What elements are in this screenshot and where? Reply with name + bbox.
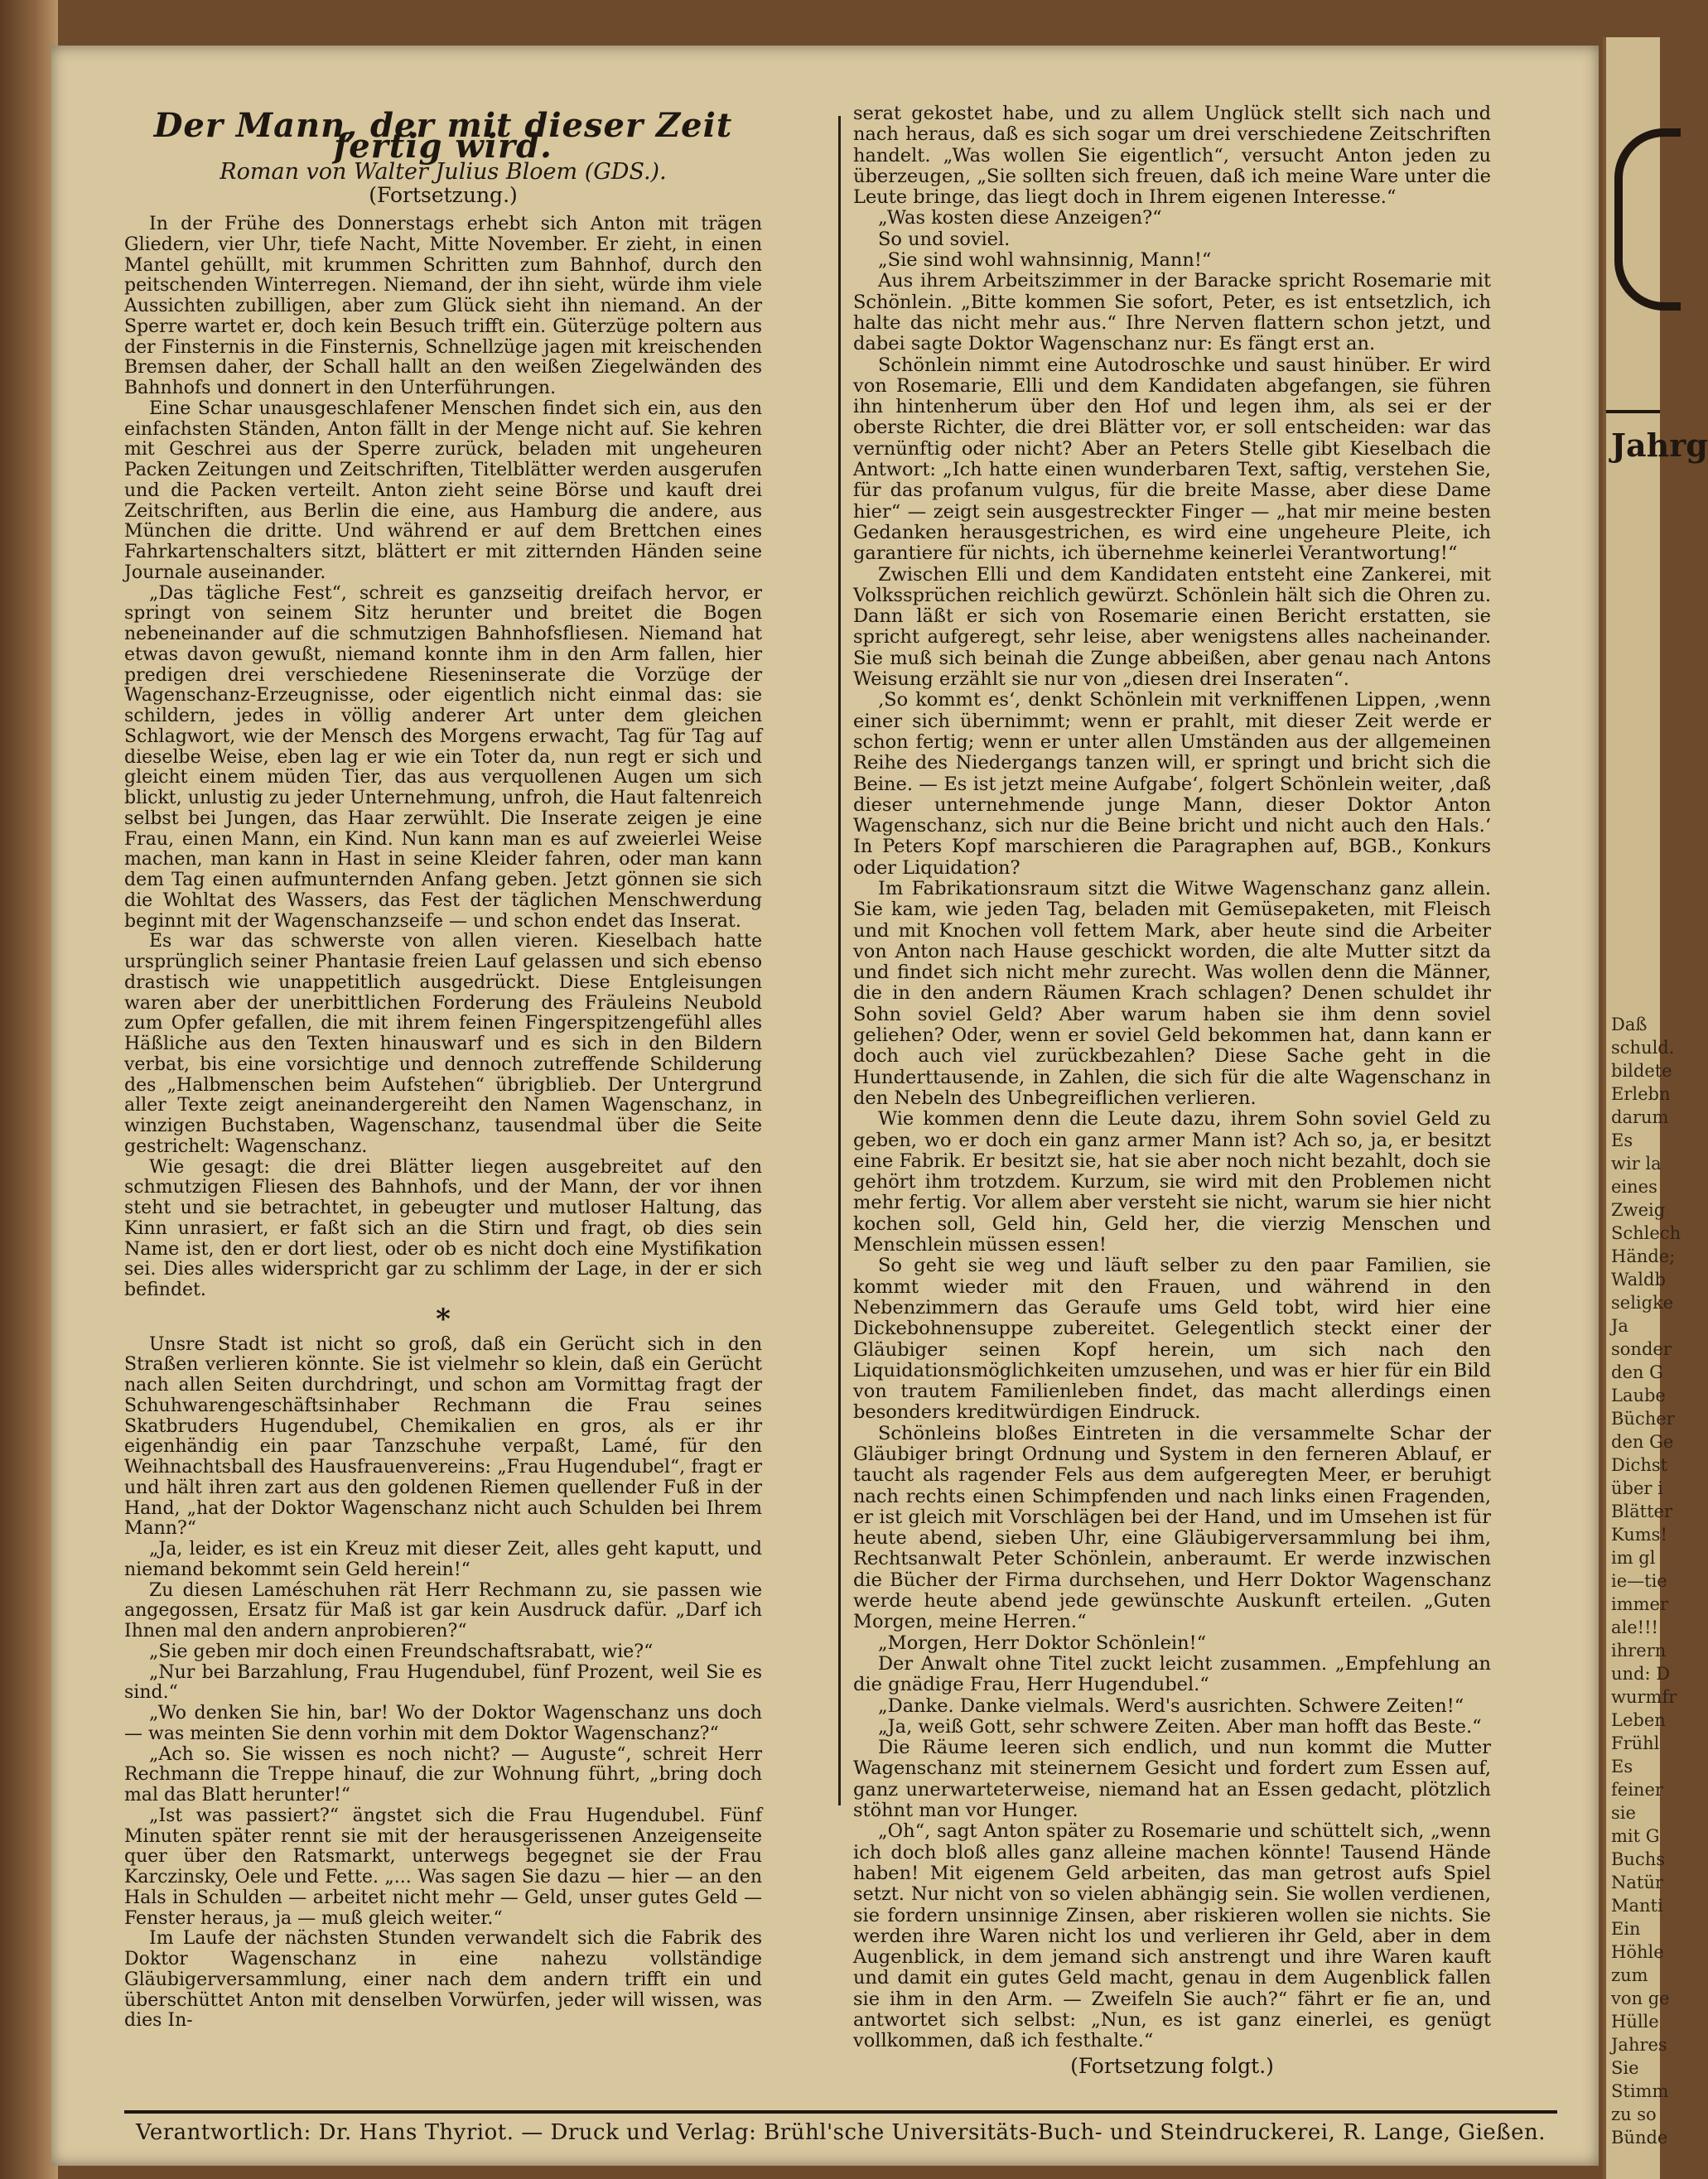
adjacent-text-fragment: Bünde bbox=[1611, 2128, 1668, 2148]
article-paragraph: Zu diesen Laméschuhen rät Herr Rechmann zu, sie passen wie angegossen, Ersatz für Maß ist gar kein Ausdruck dafür. „Darf ich Ihnen mal den andern anprobieren?“ bbox=[124, 1579, 762, 1641]
section-separator: * bbox=[436, 1302, 451, 1336]
adjacent-text-fragment: bildete bbox=[1611, 1061, 1672, 1081]
article-paragraph: „Wo denken Sie hin, bar! Wo der Doktor Wagenschanz uns doch — was meinten Sie denn vorhin mit dem Doktor Wagenschanz?“ bbox=[124, 1703, 762, 1744]
divider bbox=[124, 2110, 1557, 2114]
column-divider bbox=[838, 116, 841, 1805]
adjacent-text-fragment: Laube bbox=[1611, 1386, 1666, 1405]
adjacent-text-fragment: den Ge bbox=[1611, 1432, 1674, 1452]
adjacent-text-fragment: Hülle bbox=[1611, 2012, 1659, 2032]
adjacent-text-fragment: Buchs bbox=[1611, 1849, 1666, 1869]
article-paragraph: „Danke. Danke vielmals. Werd's ausrichten. Schwere Zeiten!“ bbox=[878, 1695, 1464, 1717]
paragraph-group bbox=[124, 1335, 762, 2032]
adjacent-text-fragment: wurmfr bbox=[1611, 1687, 1677, 1707]
adjacent-text-fragment: den G bbox=[1611, 1362, 1663, 1382]
adjacent-text-fragment: Zweig bbox=[1611, 1200, 1666, 1220]
adjacent-text-fragment: Dichst bbox=[1611, 1455, 1668, 1475]
article-paragraph: Unsre Stadt ist nicht so groß, daß ein Gerücht sich in den Straßen verlieren könnte. Sie ist vielmehr so klein, daß ein Gerücht nach allen Seiten durchdringt, und schon am Vormittag fragt der Schuhwarengeschäftsinhaber Rechmann die Frau seines Skatbruders Hugendubel, Chemikalien en gros, als er ihr eigenhändig ein paar Tanzschuhe verpaßt, Lamé, für den Weihnachtsball des Hausfrauenvereins: „Frau Hugendubel“, fragt er und hält ihren zart aus den goldenen Riemen quellender Fuß in der Hand, „hat der Doktor Wagenschanz nicht auch Schulden bei Ihrem Mann?“ bbox=[124, 1333, 762, 1540]
paragraph-group bbox=[124, 215, 762, 1301]
adjacent-text-fragment: Stimm bbox=[1611, 2081, 1669, 2101]
left-column bbox=[124, 106, 762, 2032]
adjacent-text-fragment: sonder bbox=[1611, 1339, 1672, 1359]
adjacent-text-fragment: Daß bbox=[1611, 1015, 1648, 1034]
adjacent-text-fragment: Natür bbox=[1611, 1873, 1663, 1892]
article-paragraph: Schönleins bloßes Eintreten in die versammelte Schar der Gläubiger bringt Ordnung und System in den ferneren Ablauf, er taucht als ragender Fels aus dem aufgeregten Meer, er beruhigt nach rechts einen Schimpfenden und nach links einen Fragenden, er ist gleich mit Vorschlägen bei der Hand, und im Umsehen ist für heute abend, sieben Uhr, eine Gläubigerversammlung bei ihm, Rechtsanwalt Peter Schönlein, anberaumt. Er werde inzwischen die Bücher der Firma durchsehen, und Herr Doktor Wagenschanz werde heute abend jede gewünschte Auskunft erteilen. „Guten Morgen, meine Herren.“ bbox=[853, 1422, 1491, 1633]
article-paragraph: „Ist was passiert?“ ängstet sich die Frau Hugendubel. Fünf Minuten später rennt sie mit der herausgerissenen Anzeigenseite quer über den Ratsmarkt, unterwegs begegnet sie der Frau Karczinsky, Oele und Fette. „... Was sagen Sie dazu — hier — an den Hals in Schulden — arbeitet nicht mehr — Geld, unser gutes Geld — Fenster heraus, ja — muß gleich weiter.“ bbox=[124, 1805, 762, 1929]
article-paragraph: Eine Schar unausgeschlafener Menschen findet sich ein, aus den einfachsten Ständen, Anton fällt in der Menge nicht auf. Sie kehren mit Geschrei aus der Sperre zurück, beladen mit ungeheuren Packen Zeitungen und Zeitschriften, Titelblätter werden ausgerufen und die Packen verteilt. Anton zieht seine Börse und kauft drei Zeitschriften, aus Berlin die eine, aus Hamburg die andere, aus München die dritte. Und während er auf dem Brettchen eines Fahrkartenschalters sitzt, blättert er mit zitternden Händen seine Journale auseinander. bbox=[124, 398, 762, 583]
adjacent-text-fragment: Frühl bbox=[1611, 1733, 1660, 1753]
adjacent-text-fragment: Sie bbox=[1611, 2058, 1639, 2078]
adjacent-text-fragment: wir la bbox=[1611, 1154, 1662, 1174]
adjacent-text-fragment: zu so bbox=[1611, 2104, 1657, 2124]
adjacent-text-fragment: schuld. bbox=[1611, 1038, 1675, 1058]
article-byline: Roman von Walter Julius Bloem (GDS.). bbox=[220, 158, 667, 185]
article-paragraph: Zwischen Elli und dem Kandidaten entsteht eine Zankerei, mit Volkssprüchen reichlich gewürzt. Schönlein hält sich die Ohren zu. Dann läßt er sich von Rosemarie einen Bericht erstatten, sie spricht aufgeregt, sehr leise, aber wenigstens alles nacheinander. Sie muß sich beinah die Zunge abbeißen, aber genau nach Antons Weisung erzählt sie nur von „diesen drei Inseraten“. bbox=[853, 563, 1491, 691]
adjacent-text-fragment: von ge bbox=[1611, 1989, 1670, 2008]
divider bbox=[1606, 410, 1660, 413]
adjacent-page-edge bbox=[1603, 37, 1708, 2179]
article-paragraph: Im Laufe der nächsten Stunden verwandelt sich die Fabrik des Doktor Wagenschanz in eine nahezu vollständige Gläubigerversammlung, einer nach dem andern trifft ein und überschüttet Anton mit denselben Vorwürfen, jeder will wissen, was dies In- bbox=[124, 1928, 762, 2032]
continuation-note: (Fortsetzung.) bbox=[369, 183, 518, 208]
article-paragraph: „Ja, weiß Gott, sehr schwere Zeiten. Aber man hofft das Beste.“ bbox=[878, 1715, 1482, 1738]
adjacent-text-fragment: eines bbox=[1611, 1177, 1657, 1197]
article-paragraph: serat gekostet habe, und zu allem Unglück stellt sich nach und nach heraus, daß es sich sogar um drei verschiedene Zeitschriften handelt. „Was wollen Sie eigentlich“, versucht Anton jeden zu überzeugen, „Sie sollten sich freuen, daß ich meine Ware unter die Leute bringe, das liegt doch in Ihrem eigenen Interesse.“ bbox=[853, 103, 1491, 209]
paragraph-group bbox=[853, 104, 1491, 2052]
article-paragraph: ‚So kommt es‘, denkt Schönlein mit verkniffenen Lippen, ‚wenn einer sich übernimmt; wenn er prahlt, mit dieser Zeit werde er schon fertig; wenn er unter allen Umständen aus der allgemeinen Reihe des Niedergangs tanzen will, er springt und bricht sich die Beine. — Es ist jetzt meine Aufgabe‘, folgert Schönlein weiter, ‚daß dieser unternehmende junge Mann, dieser Doktor Anton Wagenschanz, sich nur die Beine bricht und nicht auch den Hals.‘ In Peters Kopf marschieren die Paragraphen auf, BGB., Konkurs oder Liquidation? bbox=[853, 689, 1491, 879]
adjacent-text-fragment: feiner bbox=[1611, 1780, 1663, 1800]
article-paragraph: Aus ihrem Arbeitszimmer in der Baracke spricht Rosemarie mit Schönlein. „Bitte kommen Sie sofort, Peter, es ist entsetzlich, ich halte das nicht mehr aus.“ Ihre Nerven flattern schon jetzt, und dabei sagte Doktor Wagenschanz nur: Es fängt erst an. bbox=[853, 270, 1491, 355]
right-column bbox=[853, 104, 1491, 2076]
adjacent-text-fragment: Ein bbox=[1611, 1919, 1641, 1939]
imprint-line: Verantwortlich: Dr. Hans Thyriot. — Druck und Verlag: Brühl'sche Universitäts-Buch- und Steindruckerei, R. Lange, Gießen. bbox=[135, 2120, 1546, 2145]
adjacent-text-fragment: darum bbox=[1611, 1107, 1669, 1127]
adjacent-text-fragment: Hände; bbox=[1611, 1246, 1676, 1266]
adjacent-text-fragment: zum bbox=[1611, 1965, 1648, 1985]
adjacent-text-fragment: und: D bbox=[1611, 1664, 1671, 1684]
article-paragraph: „Was kosten diese Anzeigen?“ bbox=[878, 207, 1162, 229]
adjacent-text-fragment: Jahres bbox=[1611, 2035, 1667, 2055]
article-paragraph: „Nur bei Barzahlung, Frau Hugendubel, fünf Prozent, weil Sie es sind.“ bbox=[124, 1661, 762, 1704]
article-paragraph: Die Räume leeren sich endlich, und nun kommt die Mutter Wagenschanz mit steinernem Gesicht und fordert zum Essen auf, ganz unerwarteterweise, niemand hat an Essen gedacht, plötzlich stöhnt man vor Hunger. bbox=[853, 1737, 1491, 1822]
article-paragraph: Wie kommen denn die Leute dazu, ihrem Sohn soviel Geld zu geben, wo er doch ein ganz armer Mann ist? Ach so, ja, er besitzt eine Fabrik. Er besitzt sie, hat sie aber noch nicht bezahlt, doch sie gehört ihm trotzdem. Kurzum, sie wird mit den Problemen nicht mehr fertig. Vor allem aber versteht sie nicht, warum sie hier nicht kochen soll, Geld hin, Geld her, die vierzig Menschen und Menschlein müssen essen! bbox=[853, 1108, 1491, 1256]
adjacent-text-fragment: Blätter bbox=[1611, 1502, 1673, 1521]
adjacent-text-fragment: im gl bbox=[1611, 1548, 1656, 1568]
article-paragraph: „Sie sind wohl wahnsinnig, Mann!“ bbox=[878, 249, 1212, 272]
adjacent-text-fragment: Ja bbox=[1611, 1316, 1628, 1336]
article-paragraph: Im Fabrikationsraum sitzt die Witwe Wagenschanz ganz allein. Sie kam, wie jeden Tag, beladen mit Gemüsepaketen, mit Fleisch und mit Knochen voll fettem Mark, aber heute sind die Arbeiter von Anton nach Hause geschickt worden, die alte Mutter sitzt da und findet sich nicht mehr zurecht. Was wollen denn die Männer, die in den andern Räumen Krach schlagen? Denen schuldet ihr Sohn soviel Geld? Aber warum haben sie ihm denn soviel geliehen? Oder, wenn er soviel Geld bekommen hat, dann kann er doch auch viel zurückbezahlen? Diese Sache geht in die Hunderttausende, in Zahlen, die sich für die alte Wagenschanz in den Nebeln des Unbegreiflichen verlieren. bbox=[853, 877, 1491, 1109]
adjacent-text-fragment: Bücher bbox=[1611, 1409, 1675, 1429]
article-paragraph: Schönlein nimmt eine Autodroschke und saust hinüber. Er wird von Rosemarie, Elli und dem Kandidaten abgefangen, sie führen ihn hintenherum über den Hof und legen ihm, als sei er der oberste Richter, die drei Blätter vor, er soll entscheiden: war das vernünftig oder nicht? Aber an Peters Stelle gibt Kieselbach die Antwort: „Ich hatte einen wunderbaren Text, saftig, verstehen Sie, für das profanum vulgus, für die breite Masse, aber diese Dame hier“ — zeigt sein ausgestreckter Finger — „hat mir meine besten Gedanken herausgestrichen, es wird eine ungeheure Pleite, ich garantiere für nichts, ich übernehme keinerlei Verantwortung!“ bbox=[853, 354, 1491, 565]
adjacent-text-fragment: ihrern bbox=[1611, 1641, 1667, 1661]
end-note: (Fortsetzung folgt.) bbox=[1070, 2053, 1274, 2078]
article-paragraph: In der Frühe des Donnerstags erhebt sich Anton mit trägen Gliedern, vier Uhr, tiefe Nacht, Mitte November. Er zieht, in einen Mantel gehüllt, mit krummen Schritten zum Bahnhof, durch den peitschenden Winterregen. Niemand, der ihn sieht, würde ihm viele Aussichten zubilligen, aber zum Glück sieht ihn niemand. An der Sperre wartet er, doch kein Besuch trifft ein. Güterzüge poltern aus der Finsternis in die Finsternis, Schnellzüge jagen mit kreischenden Bremsen daher, der Schall hallt an den weißen Ziegelwänden des Bahnhofs und donnert in den Unterführungen. bbox=[124, 214, 762, 398]
article-paragraph: Es war das schwerste von allen vieren. Kieselbach hatte ursprünglich seiner Phantasie freien Lauf gelassen und sich ebenso drastisch wie unappetitlich ausgedrückt. Diese Entgleisungen waren aber der unerbittlichen Forderung des Fräuleins Neubold zum Opfer gefallen, die mit ihrem feinen Fingerspitzengefühl alles Häßliche aus den Texten hinauswarf und es sich in den Bildern verbat, bis eine vorsichtige und dennoch zutreffende Schilderung des „Halbmenschen beim Aufstehen“ übrigblieb. Der Untergrund aller Texte zeigt aneinandergereiht den Namen Wagenschanz, in winzigen Buchstaben, Wagenschanz, tausendmal über die Seite gestrichelt: Wagenschanz. bbox=[124, 931, 762, 1157]
article-paragraph: „Ach so. Sie wissen es noch nicht? — Auguste“, schreit Herr Rechmann die Treppe hinauf, die zur Wohnung führt, „bring doch mal das Blatt herunter!“ bbox=[124, 1743, 762, 1805]
adjacent-text-fragment: mit G bbox=[1611, 1826, 1660, 1846]
article-paragraph: So geht sie weg und läuft selber zu den paar Familien, sie kommt wieder mit den Frauen, und während in den Nebenzimmern das Geraufe ums Geld tobt, wird hier eine Dickebohnensuppe zubereitet. Gelegentlich steckt einer der Gläubiger seinen Kopf herein, um sich nach den Liquidationsmöglichkeiten umzusehen, und was er hier für ein Bild von trautem Familienleben findet, das macht allerdings einen besonders kreditwürdigen Eindruck. bbox=[853, 1255, 1491, 1424]
article-title: Der Mann, der mit dieser Zeit fertig wird. bbox=[153, 106, 733, 166]
adjacent-text-fragment: sie bbox=[1611, 1803, 1636, 1823]
adjacent-text-fragment: Schlech bbox=[1611, 1223, 1681, 1243]
adjacent-text-fragment: Erlebn bbox=[1611, 1084, 1671, 1104]
adjacent-text-fragment: ie—tie bbox=[1611, 1571, 1667, 1591]
adjacent-text-fragment: seligke bbox=[1611, 1293, 1674, 1313]
adjacent-text-fragment: Kums! bbox=[1611, 1525, 1667, 1545]
article-paragraph: „Das tägliche Fest“, schreit es ganzseitig dreifach hervor, er springt von seinem Sitz herunter und breitet die Bogen nebeneinander auf die schmutzigen Bahnhofsfliesen. Niemand hat etwas davon gewußt, niemand konnte ihm in den Arm fallen, hier predigen drei verschiedene Rieseninserate die Vorzüge der Wagenschanz-Erzeugnisse, oder eigentlich nicht einmal das: sie schildern, jedes in völlig anderer Art unter dem gleichen Schlagwort, wie der Mensch des Morgens erwacht, Tag für Tag auf dieselbe Weise, eben lag er wie ein Toter da, nun regt er sich und gleicht einem müden Tier, das aus verquollenen Augen um sich blickt, unlustig zu jeder Unternehmung, unfroh, die Haut faltenreich selbst bei Jungen, das Haar zerwühlt. Die Inserate zeigen je eine Frau, einen Mann, ein Kind. Nun kann man es auf zweierlei Weise machen, man kann in Hast in seine Kleider fahren, oder man kann dem Tag einen aufmunternden Anfang geben. Jetzt gönnen sie sich die Wohltat des Wassers, das Fest der täglichen Menschwerdung beginnt mit der Wagenschanzseife — und schon endet das Inserat. bbox=[124, 582, 762, 932]
adjacent-text-fragment: immer bbox=[1611, 1594, 1669, 1614]
adjacent-text-fragment: ale!!! bbox=[1611, 1617, 1658, 1637]
adjacent-text-fragment: Es bbox=[1611, 1130, 1633, 1150]
article-paragraph: Der Anwalt ohne Titel zuckt leicht zusammen. „Empfehlung an die gnädige Frau, Herr Hugendubel.“ bbox=[853, 1652, 1491, 1696]
article-paragraph: „Morgen, Herr Doktor Schönlein!“ bbox=[878, 1632, 1207, 1654]
adjacent-text-fragment: Leben bbox=[1611, 1710, 1666, 1730]
article-paragraph: „Sie geben mir doch einen Freundschaftsrabatt, wie?“ bbox=[149, 1641, 654, 1662]
article-paragraph: So und soviel. bbox=[878, 228, 1011, 250]
adjacent-text-fragment: über i bbox=[1611, 1478, 1663, 1498]
article-paragraph: „Oh“, sagt Anton später zu Rosemarie und schüttelt sich, „wenn ich doch bloß alles ganz alleine machen könnte! Tausend Hände haben! Mit eigenem Geld arbeiten, das man getrost aufs Spiel setzt. Nur nicht von so vielen abhängig sein. Sie wollen verdienen, sie fordern unsinnige Zinsen, aber riskieren wollen sie nichts. Sie werden ihre Waren nicht los und verlieren ihr Geld, aber in dem Augenblick, in dem jemand sich anstrengt und ihre Waren kauft und damit ein gutes Geld macht, genau in dem Augenblick fallen sie ihm in den Arm. — Zweifeln Sie auch?“ fährt er fie an, und antwortet sich selbst: „Nun, es ist ganz einerlei, es genügt vollkommen, daß ich festhalte.“ bbox=[853, 1820, 1491, 2052]
article-paragraph: Wie gesagt: die drei Blätter liegen ausgebreitet auf den schmutzigen Fliesen des Bahnhofs, und der Mann, der vor ihnen steht und sie betrachtet, in gebeugter und mutloser Haltung, das Kinn unrasiert, er faßt sich an die Stirn und fragt, ob dies sein Name ist, den er dort liest, oder ob es nicht doch eine Mystifikation sei. Dies alles widerspricht gar zu schlimm der Lage, in der er sich befindet. bbox=[124, 1156, 762, 1300]
article-paragraph: „Ja, leider, es ist ein Kreuz mit dieser Zeit, alles geht kaputt, und niemand bekommt sein Geld herein!“ bbox=[124, 1539, 762, 1580]
masthead-logo-fragment bbox=[1614, 128, 1681, 311]
adjacent-text-fragment: Höhle bbox=[1611, 1942, 1664, 1962]
binding-edge bbox=[0, 0, 58, 2179]
adjacent-text-fragment: Es bbox=[1611, 1757, 1633, 1776]
adjacent-text-fragment: Manti bbox=[1611, 1896, 1663, 1916]
adjacent-text-fragment: Waldb bbox=[1611, 1270, 1666, 1290]
adjacent-heading-fragment: Jahrg bbox=[1611, 427, 1708, 464]
